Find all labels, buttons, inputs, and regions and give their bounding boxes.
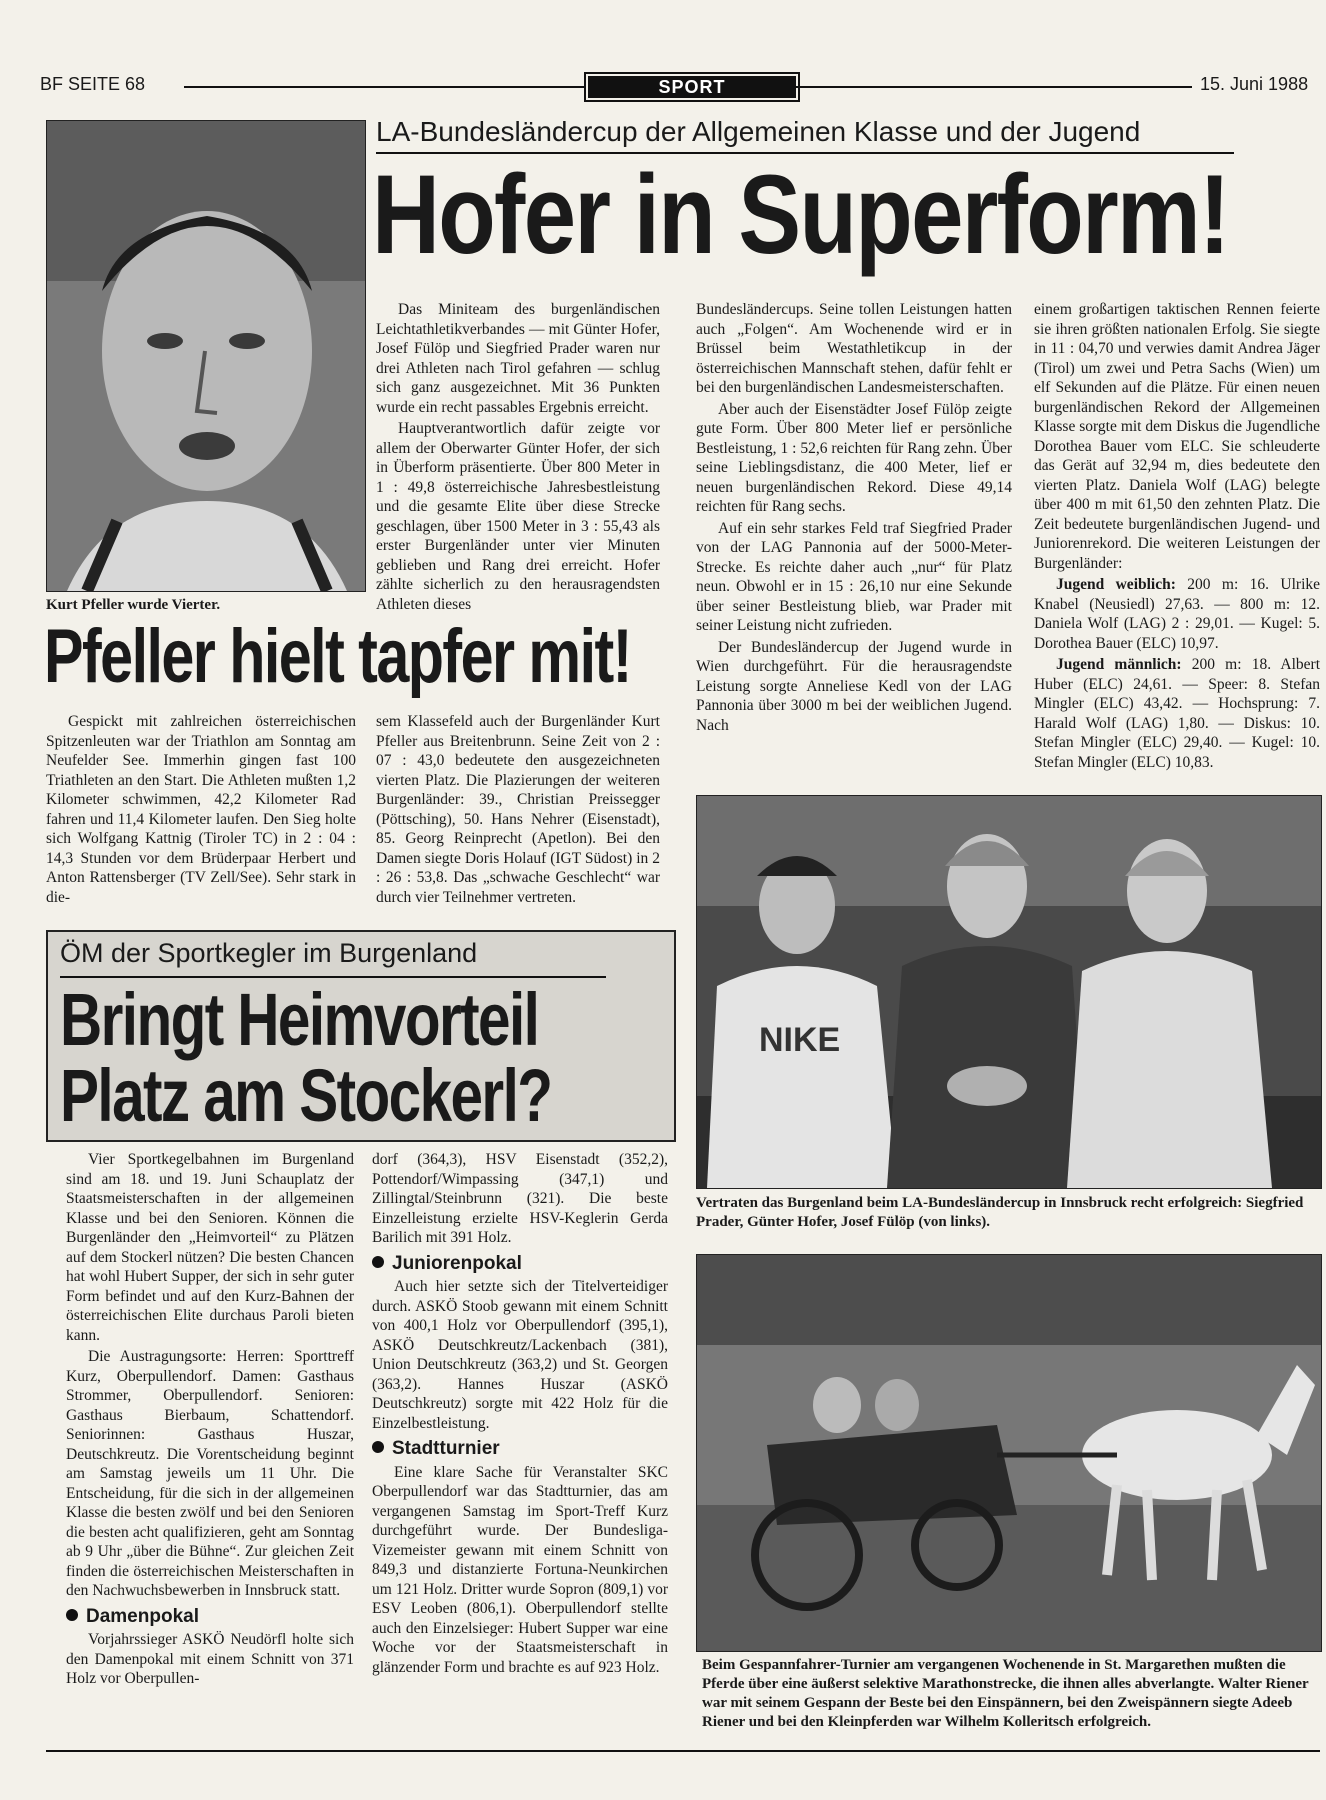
results-female-label: Jugend weiblich: [1056, 576, 1176, 593]
section-badge [584, 72, 800, 102]
photo-kurt-pfeller [46, 120, 366, 592]
subhead-damenpokal [66, 1607, 354, 1627]
article1-col2-p3: Auf ein sehr starkes Feld traf Siegfried Prader von der LAG Pannonia auf der 5000-Meter-Strecke. Es reichte daher auch „nur“ für Platz neun. Obwohl er in 15 : 26,10 nur eine Sekunde über seiner Bestleistung blieb, war Prader mit seiner Leistung nicht zufrieden. [696, 519, 1012, 634]
article3-col2-intro: dorf (364,3), HSV Eisenstadt (352,2), Pottendorf/Wimpassing (347,1) und Zillingtal/Steinbrunn (321). Die beste Einzelleistung erzielte HSV-Keglerin Gerda Barilich mit 391 Holz. [372, 1151, 668, 1246]
photo-carriage [696, 1254, 1322, 1652]
page-bottom-rule [46, 1750, 1320, 1752]
article3-kicker: ÖM der Sportkegler im Burgenland [60, 938, 478, 968]
photo-mid-caption: Vertraten das Burgenland beim LA-Bundesländercup in Innsbruck recht erfolgreich: Siegfried Prader, Günter Hofer, Josef Fülöp (von links). [696, 1195, 1304, 1230]
article3-column-2 [372, 1150, 668, 1677]
article3-column-1 [66, 1150, 354, 1689]
article1-col1-p2: Hauptverantwortlich dafür zeigte vor allem der Oberwarter Günter Hofer, der sich in Überform präsentierte. Über 800 Meter in 1 : 49,8 österreichische Jahresbestleistung und die gesamte Elite über diese Strecke geschlagen, über 1500 Meter in 3 : 55,43 als erster Burgenländer unter vier Minuten geblieben und Rang drei erreicht. Hofer zählte sicherlich zu den herausragendsten Athleten dieses [376, 420, 660, 613]
article1-col2-p2: Aber auch der Eisenstädter Josef Fülöp zeigte gute Form. Über 800 Meter lief er persönliche Bestleistung, 1 : 52,6 reichten für Rang zehn. Über seine Lieblingsdistanz, die 400 Meter, lief er neuen burgenländischen Rekord. Diese 49,14 reichten für Rang sechs. [696, 400, 1012, 515]
article1-results-male [1034, 655, 1320, 772]
athletes-illustration [697, 796, 1321, 1188]
subhead-damenpokal-label: Damenpokal [86, 1605, 199, 1627]
subhead-stadtturnier-label: Stadtturnier [392, 1438, 500, 1459]
article1-col1-p1: Das Miniteam des burgenländischen Leichtathletikverbandes — mit Günter Hofer, Josef Fülöp und Siegfried Prader waren nur drei Athleten nach Tirol gefahren — schlug sich ganz ausgezeichnet. Mit 36 Punkten wurde ein recht passables Ergebnis erreicht. [376, 301, 660, 416]
shirt-text: NIKE [759, 1021, 841, 1059]
article3-juniorenpokal-text: Auch hier setzte sich der Titelverteidiger durch. ASKÖ Stoob gewann mit einem Schnitt von 400,1 Holz vor Oberpullendorf (395,1), ASKÖ Deutschkreutz/Lackenbach (381), Union Deutschkreutz (363,2) und St. Georgen (363,2). Hannes Huszar (ASKÖ Deutschkreutz) sorgte mit 422 Holz für die Einzelbestleistung. [372, 1278, 668, 1432]
article2-headline: Pfeller hielt tapfer mit! [44, 614, 631, 699]
bullet-icon [66, 1609, 78, 1621]
results-male-text: 200 m: 18. Albert Huber (ELC) 24,61. — Speer: 8. Stefan Mingler (ELC) 43,42. — Hochsprung: 7. Harald Wolf (LAG) 1,80. — Diskus: 10. Stefan Mingler (ELC) 29,40. — Kugel: 10. Stefan Mingler (ELC) 10,83. [1034, 656, 1321, 771]
article3-damenpokal-text: Vorjahrssieger ASKÖ Neudörfl holte sich den Damenpokal mit einem Schnitt von 371 Holz vor Oberpullen- [66, 1631, 354, 1687]
carriage-illustration [697, 1255, 1321, 1651]
photo-top-caption: Kurt Pfeller wurde Vierter. [46, 597, 221, 613]
header-rule-left [184, 86, 584, 88]
article3-stadtturnier-text: Eine klare Sache für Veranstalter SKC Oberpullendorf war das Stadtturnier, das am vergangenen Samstag im Sport-Treff Kurz durchgeführt wurde. Der Bundesliga-Vizemeister gewann mit einem Schnitt von 849,3 und distanzierte Fortuna-Neunkirchen um 121 Holz. Dritter wurde Sopron (809,1) vor ESV Leoben (806,1). Oberpullendorf stellte auch den Einzelsieger: Hubert Supper war eine Woche vor der Staatsmeisterschaft in glänzender Form und brachte es auf 923 Holz. [372, 1463, 668, 1676]
bullet-icon [372, 1256, 384, 1268]
article3-headline-line1: Bringt Heimvorteil [60, 978, 539, 1061]
article1-kicker: LA-Bundesländercup der Allgemeinen Klasse und der Jugend [376, 116, 1141, 147]
results-female-text: 200 m: 16. Ulrike Knabel (Neusiedl) 27,63. — 800 m: 12. Daniela Wolf (LAG) 2 : 29,01. — Kugel: 5. Dorothea Bauer (ELC) 10,97. [1034, 576, 1321, 652]
photo-athletes [696, 795, 1322, 1189]
subhead-juniorenpokal [372, 1254, 668, 1274]
page-label: BF SEITE 68 [40, 74, 146, 94]
article3-col1-p2: Die Austragungsorte: Herren: Sporttreff Kurz, Oberpullendorf. Damen: Gasthaus Strommer, Oberpullendorf. Senioren: Gasthaus Bierbaum, Schattendorf. Seniorinnen: Gasthaus Huszar, Deutschkreutz. Die Vorentscheidung beginnt am Samstag jeweils um 11 Uhr. Die Entscheidung, für die sich in der allgemeinen Klasse die besten zwölf und bei den Senioren die besten acht qualifizieren, geht am Sonntag ab 9 Uhr „über die Bühne“. Zur gleichen Zeit finden die österreichischen Meisterschaften in den Nachwuchsbewerben in Innsbruck statt. [66, 1348, 354, 1599]
page-date: 15. Juni 1988 [1200, 74, 1309, 94]
subhead-stadtturnier [372, 1439, 668, 1459]
header-rule-right [796, 86, 1192, 88]
article1-column-3 [1034, 300, 1320, 772]
article3-headline-box [46, 930, 676, 1142]
article1-column-2 [696, 300, 1012, 735]
article1-results-female [1034, 575, 1320, 653]
article3-col1-p1: Vier Sportkegelbahnen im Burgenland sind am 18. und 19. Juni Schauplatz der Staatsmeisterschaften in der allgemeinen Klasse und bei den Senioren. Können die Burgenländer den „Heimvorteil“ zu Plätzen auf dem Stockerl nützen? Die besten Chancen hat wohl Hubert Supper, der sich in sehr guter Form befindet und auf den Kurz-Bahnen der österreichischen Elite durchaus Paroli bieten kann. [66, 1151, 354, 1344]
photo-bottom-caption: Beim Gespannfahrer-Turnier am vergangenen Wochenende in St. Margarethen mußten die Pferde über eine äußerst selektive Marathonstrecke, die ihnen alles abverlangte. Walter Riener war mit seinem Gespann der Beste bei den Einspännern, bei den Zweispännern siegte Adeeb Riener und bei den Kleinpferden war Wilhelm Kolleritsch erfolgreich. [702, 1657, 1309, 1730]
article2-column-2 [376, 712, 660, 907]
subhead-juniorenpokal-label: Juniorenpokal [392, 1252, 522, 1274]
bullet-icon [372, 1441, 384, 1453]
article3-headline-line2: Platz am Stockerl? [60, 1054, 552, 1137]
section-label: SPORT [658, 77, 726, 97]
article2-column-1 [46, 712, 356, 907]
article1-column-1 [376, 300, 660, 614]
portrait-illustration [47, 121, 365, 591]
article2-col2-text: sem Klassefeld auch der Burgenländer Kurt Pfeller aus Breitenbrunn. Seine Zeit von 2 : 07 : 43,0 bedeutete den ausgezeichneten vierten Platz. Die Plazierungen der weiteren Burgenländer: 39., Christian Preissegger (Pöttsching), 50. Hans Nehrer (Eisenstadt), 85. Georg Reinprecht (Apetlon). Bei den Damen siegte Doris Holauf (IGT Südost) in 2 : 26 : 53,8. Das „schwache Geschlecht“ war durch vier Teilnehmer vertreten. [376, 713, 660, 906]
article1-headline: Hofer in Superform! [372, 152, 1229, 277]
results-male-label: Jugend männlich: [1056, 656, 1182, 673]
article1-col3-p1: einem großartigen taktischen Rennen feierte sie ihren größten nationalen Erfolg. Sie siegte in 11 : 04,70 und verwies damit Andrea Jäger (Tirol) um zwei und Petra Sachs (Wien) um elf Sekunden auf die Plätze. Für einen neuen burgenländischen Rekord der Allgemeinen Klasse sorgte mit dem Diskus die Jugendliche Dorothea Bauer vom ELC. Sie schleuderte das Gerät auf 32,94 m, dies bedeutete den vierten Platz. Daniela Wolf (LAG) belegte über 400 m mit 61,50 den zehnten Platz. Die Zeit bedeutete burgenländischen Jugend- und Juniorenrekord. Die weiteren Leistungen der Burgenländer: [1034, 301, 1320, 572]
article2-col1-text: Gespickt mit zahlreichen österreichischen Spitzenleuten war der Triathlon am Sonntag am Neufelder See. Immerhin gingen fast 100 Triathleten an den Start. Die Athleten mußten 1,2 Kilometer schwimmen, 42,2 Kilometer Rad fahren und 11,4 Kilometer laufen. Den Sieg holte sich Wolfgang Kattnig (Tiroler TC) in 2 : 04 : 14,3 Stunden vor dem Brüderpaar Herbert und Anton Rattensberger (TV Zell/See). Sehr stark in die- [46, 713, 356, 906]
article1-col2-p4: Der Bundesländercup der Jugend wurde in Wien durchgeführt. Für die herausragendste Leistung sorgte Anneliese Kedl von der LAG Pannonia über 3000 m bei der weiblichen Jugend. Nach [696, 638, 1012, 734]
article1-col2-p1: Bundesländercups. Seine tollen Leistungen hatten auch „Folgen“. Am Wochenende wird er in Brüssel beim Westathletikcup in der österreichischen Mannschaft stehen, dafür fehlt er bei den burgenländischen Landesmeisterschaften. [696, 301, 1012, 396]
